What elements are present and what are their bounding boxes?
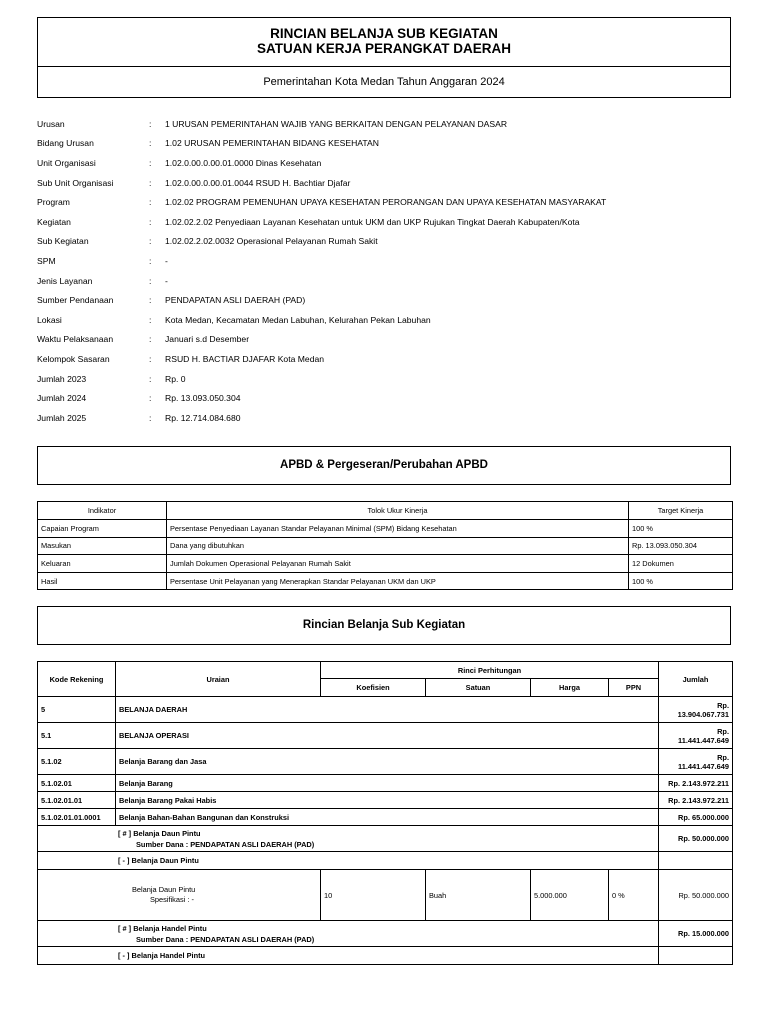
- info-row: [37, 251, 737, 271]
- info-row: [37, 408, 737, 428]
- info-value: -: [165, 275, 168, 286]
- item-name: Belanja Daun Pintu: [132, 885, 196, 894]
- info-label: SPM: [37, 255, 56, 266]
- table-row: [38, 572, 733, 590]
- header-uraian: Uraian: [116, 662, 321, 697]
- header-satuan: Satuan: [426, 679, 531, 697]
- document-header: [37, 17, 731, 98]
- group-jumlah: Rp. 15.000.000: [659, 921, 733, 947]
- header-ppn: PPN: [609, 679, 659, 697]
- row-uraian: Belanja Barang dan Jasa: [116, 749, 659, 775]
- table-row: [38, 723, 733, 749]
- info-value: Rp. 0: [165, 373, 186, 384]
- info-row: [37, 388, 737, 408]
- tolok-ukur-cell: Dana yang dibutuhkan: [167, 537, 629, 555]
- table-row: [38, 809, 733, 826]
- group-daun-pintu-header: [38, 826, 659, 852]
- jumlah-currency: Rp.: [717, 752, 729, 762]
- info-value: 1.02.0.00.0.00.01.0000 Dinas Kesehatan: [165, 157, 322, 168]
- table-row: [38, 852, 733, 870]
- item-koefisien: 10: [321, 870, 426, 921]
- info-row: [37, 310, 737, 330]
- info-value: Januari s.d Desember: [165, 334, 250, 345]
- item-ppn: 0 %: [609, 870, 659, 921]
- row-jumlah: [659, 697, 733, 723]
- table-row: [38, 697, 733, 723]
- info-label: Sumber Pendanaan: [37, 295, 114, 306]
- header-koefisien: Koefisien: [321, 679, 426, 697]
- info-row: [37, 173, 737, 193]
- jumlah-currency: Rp.: [717, 700, 729, 710]
- info-colon: :: [149, 373, 152, 384]
- info-label: Program: [37, 197, 70, 208]
- info-label: Waktu Pelaksanaan: [37, 334, 114, 345]
- info-row: [37, 290, 737, 310]
- tolok-ukur-cell: Persentase Unit Pelayanan yang Menerapkan Standar Pelayanan UKM dan UKP: [167, 572, 629, 590]
- target-cell: Rp. 13.093.050.304: [629, 537, 733, 555]
- info-row: [37, 134, 737, 154]
- table-row: [38, 947, 733, 965]
- indikator-header-target: Target Kinerja: [629, 502, 733, 520]
- table-row: [38, 520, 733, 538]
- info-row: [37, 369, 737, 389]
- header-jumlah: Jumlah: [659, 662, 733, 697]
- indikator-header-indikator: Indikator: [38, 502, 167, 520]
- row-kode-rekening: 5.1.02.01: [38, 775, 116, 792]
- info-colon: :: [149, 236, 152, 247]
- group-title: [ # ] Belanja Daun Pintu: [118, 828, 201, 838]
- row-uraian: BELANJA DAERAH: [116, 697, 659, 723]
- jumlah-currency: Rp.: [717, 726, 729, 736]
- group-sumber-dana: Sumber Dana : PENDAPATAN ASLI DAERAH (PAD): [136, 839, 315, 849]
- info-value: 1.02.02 PROGRAM PEMENUHAN UPAYA KESEHATAN PERORANGAN DAN UPAYA KESEHATAN MASYARAKAT: [165, 197, 607, 208]
- row-kode-rekening: 5.1.02.01.01.0001: [38, 809, 116, 826]
- row-uraian: Belanja Barang: [116, 775, 659, 792]
- info-row: [37, 330, 737, 350]
- info-value: RSUD H. BACTIAR DJAFAR Kota Medan: [165, 353, 325, 364]
- info-value: Rp. 12.714.084.680: [165, 412, 241, 423]
- info-colon: :: [149, 118, 152, 129]
- info-row: [37, 232, 737, 252]
- info-value: 1 URUSAN PEMERINTAHAN WAJIB YANG BERKAITAN DENGAN PELAYANAN DASAR: [165, 118, 508, 129]
- jumlah-value: 11.441.447.649: [678, 735, 729, 745]
- info-label: Kelompok Sasaran: [37, 353, 110, 364]
- info-row: [37, 192, 737, 212]
- info-row: [37, 271, 737, 291]
- row-jumlah: [659, 749, 733, 775]
- indikator-table: [37, 501, 733, 590]
- info-colon: :: [149, 334, 152, 345]
- jumlah-value: 13.904.067.731: [677, 709, 729, 719]
- info-label: Lokasi: [37, 314, 62, 325]
- table-row: [38, 921, 733, 947]
- table-row: [38, 749, 733, 775]
- info-value: 1.02 URUSAN PEMERINTAHAN BIDANG KESEHATAN: [165, 138, 379, 149]
- item-jumlah: Rp. 50.000.000: [659, 870, 733, 921]
- info-value: 1.02.02.2.02 Penyediaan Layanan Kesehatan untuk UKM dan UKP Rujukan Tingkat Daerah Kabupaten/Kota: [165, 216, 580, 227]
- rincian-section-title: Rincian Belanja Sub Kegiatan: [37, 606, 731, 645]
- info-label: Jumlah 2024: [37, 393, 87, 404]
- item-spesifikasi: Spesifikasi : -: [150, 895, 194, 904]
- subgroup-daun-pintu: [ - ] Belanja Daun Pintu: [38, 852, 659, 870]
- row-uraian: BELANJA OPERASI: [116, 723, 659, 749]
- info-row: [37, 212, 737, 232]
- info-label: Sub Kegiatan: [37, 236, 89, 247]
- target-cell: 12 Dokumen: [629, 555, 733, 573]
- table-row: [38, 775, 733, 792]
- info-label: Kegiatan: [37, 216, 71, 227]
- info-row: [37, 153, 737, 173]
- item-harga: 5.000.000: [531, 870, 609, 921]
- info-colon: :: [149, 177, 152, 188]
- info-label: Bidang Urusan: [37, 138, 94, 149]
- indikator-cell: Hasil: [38, 572, 167, 590]
- row-jumlah: [659, 723, 733, 749]
- apbd-section-title: APBD & Pergeseran/Perubahan APBD: [37, 446, 731, 485]
- info-row: [37, 114, 737, 134]
- info-colon: :: [149, 157, 152, 168]
- group-jumlah: Rp. 50.000.000: [659, 826, 733, 852]
- info-label: Jenis Layanan: [37, 275, 93, 286]
- row-uraian: Belanja Barang Pakai Habis: [116, 792, 659, 809]
- sub-kegiatan-info: [37, 114, 737, 428]
- info-label: Jumlah 2023: [37, 373, 87, 384]
- row-jumlah: Rp. 2.143.972.211: [659, 792, 733, 809]
- row-kode-rekening: 5: [38, 697, 116, 723]
- header-rinci-perhitungan: Rinci Perhitungan: [321, 662, 659, 679]
- info-colon: :: [149, 353, 152, 364]
- info-row: [37, 349, 737, 369]
- table-row: [38, 555, 733, 573]
- info-colon: :: [149, 412, 152, 423]
- info-colon: :: [149, 197, 152, 208]
- row-kode-rekening: 5.1.02: [38, 749, 116, 775]
- item-satuan: Buah: [426, 870, 531, 921]
- target-cell: 100 %: [629, 520, 733, 538]
- row-kode-rekening: 5.1.02.01.01: [38, 792, 116, 809]
- info-colon: :: [149, 314, 152, 325]
- empty-cell: [659, 947, 733, 965]
- item-daun-pintu: [38, 870, 321, 921]
- info-value: 1.02.02.2.02.0032 Operasional Pelayanan Rumah Sakit: [165, 236, 378, 247]
- indikator-cell: Capaian Program: [38, 520, 167, 538]
- document-title: [38, 18, 730, 67]
- tolok-ukur-cell: Jumlah Dokumen Operasional Pelayanan Rumah Sakit: [167, 555, 629, 573]
- info-value: Rp. 13.093.050.304: [165, 393, 241, 404]
- row-kode-rekening: 5.1: [38, 723, 116, 749]
- table-row: [38, 870, 733, 921]
- indikator-header-tolok-ukur: Tolok Ukur Kinerja: [167, 502, 629, 520]
- document-subtitle: Pemerintahan Kota Medan Tahun Anggaran 2024: [263, 76, 505, 88]
- info-colon: :: [149, 393, 152, 404]
- info-label: Urusan: [37, 118, 65, 129]
- title-line-1: RINCIAN BELANJA SUB KEGIATAN: [270, 26, 498, 41]
- row-jumlah: Rp. 2.143.972.211: [659, 775, 733, 792]
- info-value: 1.02.0.00.0.00.01.0044 RSUD H. Bachtiar Djafar: [165, 177, 351, 188]
- empty-cell: [659, 852, 733, 870]
- info-colon: :: [149, 216, 152, 227]
- indikator-cell: Keluaran: [38, 555, 167, 573]
- rincian-table: [37, 661, 733, 965]
- info-label: Unit Organisasi: [37, 157, 96, 168]
- info-colon: :: [149, 255, 152, 266]
- row-uraian: Belanja Bahan-Bahan Bangunan dan Konstruksi: [116, 809, 659, 826]
- header-harga: Harga: [531, 679, 609, 697]
- tolok-ukur-cell: Persentase Penyediaan Layanan Standar Pelayanan Minimal (SPM) Bidang Kesehatan: [167, 520, 629, 538]
- info-colon: :: [149, 138, 152, 149]
- group-title: [ # ] Belanja Handel Pintu: [118, 923, 207, 933]
- title-line-2: SATUAN KERJA PERANGKAT DAERAH: [256, 41, 511, 56]
- info-value: Kota Medan, Kecamatan Medan Labuhan, Kelurahan Pekan Labuhan: [165, 314, 431, 325]
- subgroup-handel-pintu: [ - ] Belanja Handel Pintu: [38, 947, 659, 965]
- indikator-cell: Masukan: [38, 537, 167, 555]
- table-row: [38, 792, 733, 809]
- table-row: [38, 826, 733, 852]
- jumlah-value: 11.441.447.649: [678, 761, 729, 771]
- group-handel-pintu-header: [38, 921, 659, 947]
- table-row: [38, 537, 733, 555]
- info-colon: :: [149, 295, 152, 306]
- info-value: PENDAPATAN ASLI DAERAH (PAD): [165, 295, 306, 306]
- group-sumber-dana: Sumber Dana : PENDAPATAN ASLI DAERAH (PAD): [136, 934, 315, 944]
- header-kode-rekening: Kode Rekening: [38, 662, 116, 697]
- target-cell: 100 %: [629, 572, 733, 590]
- info-label: Jumlah 2025: [37, 412, 87, 423]
- row-jumlah: Rp. 65.000.000: [659, 809, 733, 826]
- info-value: -: [165, 255, 168, 266]
- info-label: Sub Unit Organisasi: [37, 177, 114, 188]
- info-colon: :: [149, 275, 152, 286]
